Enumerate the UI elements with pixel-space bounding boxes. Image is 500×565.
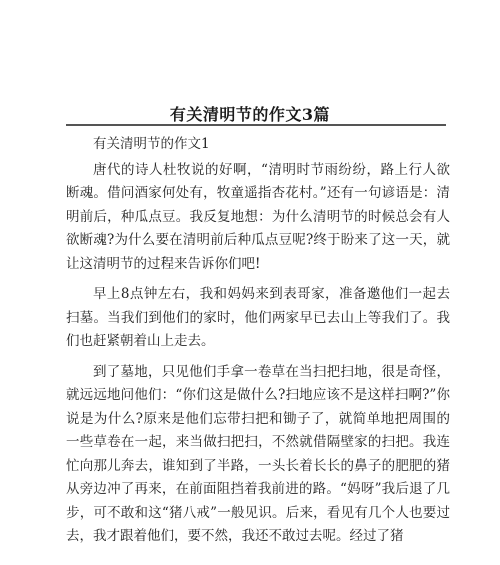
document-title: 有关清明节的作文3篇 bbox=[169, 105, 331, 124]
paragraph-2: 早上8点钟左右，我和妈妈来到表哥家，准备邀他们一起去扫墓。当我们到他们的家时，他们两家早已去山上等我们了。我们也赶紧朝着山上走去。 bbox=[66, 286, 450, 349]
paragraph-1: 唐代的诗人杜牧说的好啊，“清明时节雨纷纷，路上行人欲断魂。借问酒家何处有，牧童遥指杏花村。”还有一句谚语是：清明前后，种瓜点豆。我反复地想：为什么清明节的时候总会有人欲断魂?为什么要在清明前后种瓜点豆呢?终于盼来了这一天，就让这清明节的过程来告诉你们吧! bbox=[66, 161, 450, 272]
paragraph-3: 到了墓地，只见他们手拿一卷草在当扫把扫地，很是奇怪，就远远地问他们：“你们这是做什么?扫地应该不是这样扫啊?”你说是为什么?原来是他们忘带扫把和锄子了，就简单地把周围的一些草卷在一起，来当做扫把扫，不然就借隔壁家的扫把。我连忙向那儿奔去，谁知到了半路，一头长着长长的鼻子的肥肥的猪从旁边冲了再来，在前面阻挡着我前进的路。“妈呀”我后退了几步，可不敢和这“猪八戒”一般见识。后来，看见有几个人也要过去，我才跟着他们，要不然，我还不敢过去呢。经过了猪 bbox=[66, 363, 450, 544]
title-divider bbox=[66, 124, 446, 126]
document-body bbox=[66, 133, 450, 556]
essay-subtitle: 有关清明节的作文1 bbox=[93, 136, 210, 152]
